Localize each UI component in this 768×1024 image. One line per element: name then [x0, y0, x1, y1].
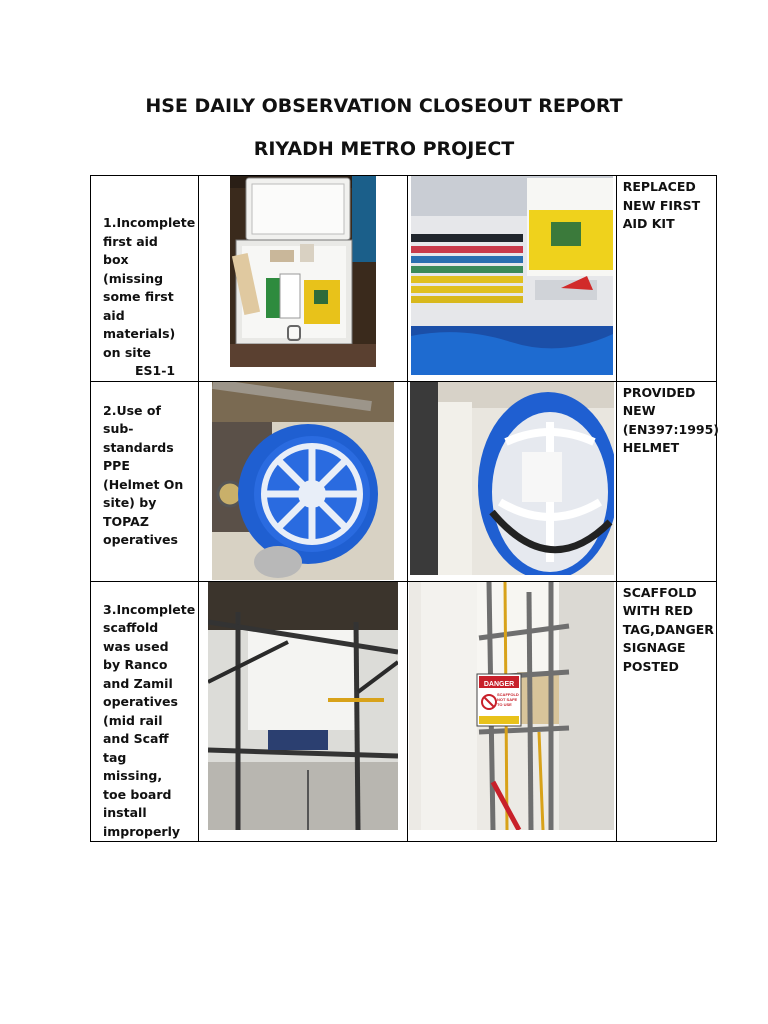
after-photo-cell: [408, 581, 617, 842]
after-photo-cell: [408, 176, 617, 382]
helmet-before-photo: [212, 382, 394, 580]
report-title: HSE DAILY OBSERVATION CLOSEOUT REPORT: [145, 95, 623, 117]
before-photo-cell: [199, 381, 408, 581]
danger-sign-header: DANGER: [484, 680, 515, 688]
action-cell: [616, 381, 719, 581]
action-text: REPLACED NEW FIRST AID KIT: [622, 179, 701, 231]
observation-cell: [91, 176, 199, 382]
first-aid-box-before-photo: [230, 176, 376, 367]
observation-cell: [91, 581, 199, 842]
danger-sign-text: SCAFFOLD NOT SAFE TO USE: [497, 691, 520, 707]
action-text: PROVIDED NEW (EN397:1995) HELMET: [622, 384, 719, 455]
before-photo-cell: [199, 176, 408, 382]
action-cell: [616, 176, 716, 382]
table-row: [91, 581, 717, 842]
scaffold-after-photo: [409, 582, 614, 830]
first-aid-kit-after-photo: [411, 176, 613, 375]
observation-cell: [91, 381, 199, 581]
table-row: [91, 381, 717, 581]
before-photo-cell: [199, 581, 408, 842]
after-photo-cell: [408, 381, 617, 581]
action-cell: [616, 581, 716, 842]
observation-text: 3.Incomplete scaffold was used by Ranco and Zamil operatives (mid rail and Scaff tag missing, toe board install improperly: [103, 601, 196, 839]
action-text: SCAFFOLD WITH RED TAG,DANGER SIGNAGE POSTED: [622, 584, 714, 674]
report-subtitle: RIYADH METRO PROJECT: [253, 138, 515, 160]
helmet-after-photo: [410, 382, 614, 575]
observation-table: [90, 175, 717, 842]
observation-text: 2.Use of sub-standards PPE (Helmet On site) by TOPAZ operatives: [103, 402, 184, 547]
observation-text: 1.Incomplete first aid box (missing some first aid materials) on site: [103, 215, 196, 360]
location-code: ES1-1: [135, 363, 176, 378]
scaffold-before-photo: [208, 582, 398, 830]
table-row: [91, 176, 717, 382]
